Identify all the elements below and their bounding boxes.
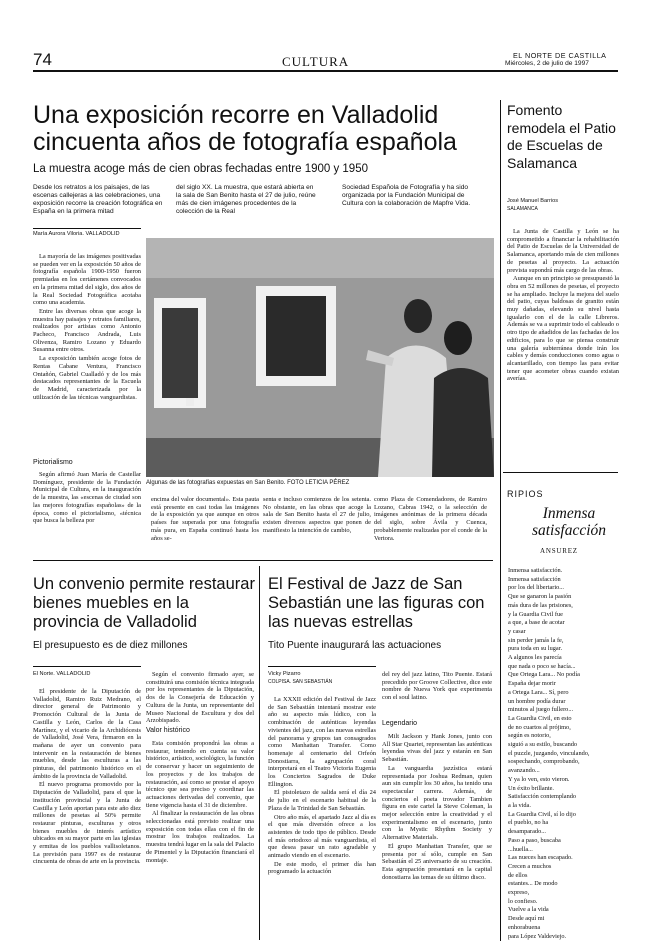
verse-line: y la Guardia Civil fue <box>508 610 563 618</box>
verse-line: enhorabuena <box>508 923 541 931</box>
paragraph: Al finalizar la restauración de las obras seleccionadas está previsto realizar una exposición con todas ellas con el fin de mostrar los trabajos realizados. La muestra tendrá lugar en la sala del Palacio de Pimentel y la Diputación financiará el montaje. <box>146 810 254 864</box>
ripios-verses <box>508 567 620 945</box>
verse-line: Un éxito brillante. <box>508 784 554 792</box>
verse-line: desamparado... <box>508 828 546 836</box>
fomento-headline: Fomento remodela el Patio de Escuelas de Salamanca <box>507 102 616 171</box>
verse-line: sin perder jamás la fe, <box>508 636 564 644</box>
verse-line: de ellos <box>508 871 528 879</box>
page-number: 74 <box>33 50 52 69</box>
convenio-headline: Un convenio permite restaurar bienes muebles en la provincia de Valladolid <box>33 575 255 631</box>
verse-line: Desde aquí mi <box>508 915 545 923</box>
right-column-divider <box>500 100 501 941</box>
paragraph: El nuevo programa promovido por la Diputación de Valladolid, para el que la institución provincial y la Junta de Castilla y León aportan para este año diez millones de pesetas al 50% permite restaurar pinturas, esculturas y otros bienes muebles de interés artístico ubicados en su mayor parte en las iglesias y ermitas de los pueblos vallisoletanos. La previsión para 1997 es de restaurar cincuenta de obras de arte en la provincia. <box>33 781 141 866</box>
verse-line: Y ya lo ven, esto vieron. <box>508 775 570 783</box>
below-photo-col3 <box>374 496 487 556</box>
main-col1-subhead: Pictorialismo <box>33 459 73 466</box>
verse-line: y casar <box>508 627 526 635</box>
convenio-subhead: El presupuesto es de diez millones <box>33 640 188 651</box>
verse-line: el puzzle, juzgando, vinculando, <box>508 749 590 757</box>
below-photo-col1 <box>151 496 259 556</box>
byline-rule <box>33 228 141 229</box>
paragraph: Entre las diversas obras que acoge la muestra hay paisajes y retratos familiares, realizados por artistas como Antonio Pacheco, Francisco Andrada, Luis Olivenza, Ramiro Lozano y Eduardo Susanna entre otros. <box>33 307 141 354</box>
newspaper-name: EL NORTE DE CASTILLA <box>513 51 607 60</box>
verse-line: sospechando, comprobando, <box>508 758 580 766</box>
verse-line: un hombre podía durar <box>508 697 566 705</box>
verse-line: a la vida. <box>508 801 531 809</box>
main-deck-col3: Sociedad Española de Fotografía y ha sido organizada por la Fundación Municipal de Cultura con la colaboración de Mapfre Vida. <box>342 184 471 207</box>
jazz-col1 <box>268 696 376 940</box>
paragraph: Milt Jackson y Hank Jones, junto con All Star Quartet, representan las auténticas leyendas vivas del jazz y estarán en San Sebastián. <box>382 733 492 764</box>
verse-line: que nada o poco se hacía... <box>508 662 576 670</box>
verse-line: A algunos les parecía <box>508 654 562 662</box>
convenio-byline-rule <box>33 666 141 667</box>
paragraph: El grupo Manhattan Transfer, que se presenta por sí sólo, cumple en San Sebastián el 25 aniversario de su creación. Esta agrupación presentará en la capital donostiarra las temas de su último disco. <box>382 842 492 881</box>
convenio-byline: El Norte. VALLADOLID <box>33 671 91 677</box>
verse-line: por los del libertario... <box>508 584 564 592</box>
main-deck-col1: Desde los retratos a los paisajes, de las escenas callejeras a las celebraciones, una exposición recorre la creación fotográfica en España en la primera mitad <box>33 184 163 215</box>
verse-line: de no cuartos al prójimo, <box>508 723 571 731</box>
verse-line: el pueblo, no ha <box>508 819 549 827</box>
verse-line: La Guardia Civil, en esto <box>508 714 572 722</box>
verse-line: avanzando... <box>508 767 540 775</box>
paragraph: Otro año más, el apartado Jazz al día es el que más diversión ofrece a los asistentes de todo tipo de público. Desde el más ortodoxo al más vanguardista, el que desea pasar un rato agradable y animado viendo en el escenario. <box>268 813 376 860</box>
fomento-body <box>507 228 619 460</box>
verse-line: Inmensa satisfacción <box>508 575 561 583</box>
jazz-subhead: Tito Puente inaugurará las actuaciones <box>268 640 442 651</box>
main-headline: Una exposición recorre en Valladolid cincuenta años de fotografía española <box>33 101 457 156</box>
verse-line: según es notorio, <box>508 732 551 740</box>
jazz-col2-subhead: Legendario <box>382 720 418 727</box>
ripios-author: ANSUREZ <box>540 547 578 555</box>
convenio-col2-top <box>146 671 254 725</box>
publication-date: Miércoles, 2 de julio de 1997 <box>505 60 589 67</box>
verse-line: España dejar morir <box>508 680 556 688</box>
jazz-byline: Vicky Pizarro <box>268 671 301 677</box>
convenio-col2-tail <box>146 740 254 940</box>
verse-line: estantes... De modo <box>508 880 558 888</box>
verse-line: a Ortega Lara... Sí, pero <box>508 688 569 696</box>
paragraph: encima del valor documental». Esta pauta está presente en casi todas las imágenes de la exposición ya que aunque en otros países fue superada por una fotografía más pura, en España continuó hasta los años se- <box>151 496 259 542</box>
header-rule <box>33 70 618 72</box>
jazz-col2-top <box>382 671 492 717</box>
verse-line: pura toda en su lugar. <box>508 645 563 653</box>
jazz-col2-tail <box>382 733 492 940</box>
jazz-headline: El Festival de Jazz de San Sebastián une las figuras con las nuevas estrellas <box>268 575 485 631</box>
photo-illustration <box>146 238 494 477</box>
main-byline: María Aurora Viloria. VALLADOLID <box>33 231 120 237</box>
verse-line: expreso, <box>508 889 530 897</box>
verse-line: para López Valdeviejo. <box>508 932 567 940</box>
paragraph: De este modo, el primer día han programado la actuación <box>268 860 376 876</box>
verse-line: Las nueces han escapado. <box>508 854 573 862</box>
main-subhead: La muestra acoge más de cien obras fechadas entre 1900 y 1950 <box>33 163 368 175</box>
verse-line: minutos al juego fullero... <box>508 706 574 714</box>
lower-section-rule <box>33 560 493 561</box>
verse-line: Que se ganaron la pasión <box>508 593 572 601</box>
paragraph: La Junta de Castilla y León se ha comprometido a financiar la rehabilitación del Patio de Escuelas de la Universidad de Salamanca, aportando más de cien millones de pesetas al proyecto. La actuación prevista supondrá más cargo de las obras. <box>507 228 619 274</box>
paragraph: La exposición también acoge fotos de Rentas Cabane Ventura, Francisco Ontañón, Gabriel Cualladó y de los más destacados representantes de la Escuela de Madrid, caracterizada por la utilización de las técnicas vanguardistas. <box>33 355 141 401</box>
section-title: CULTURA <box>282 54 350 69</box>
ripios-title: Inmensa satisfacción <box>531 505 607 539</box>
main-col1-body <box>33 253 141 439</box>
verse-line: Inmensa satisfacción. <box>508 567 563 574</box>
paragraph: senta e incluso comienzos de los setenta. No obstante, en las obras que acoge la sala de San Benito hasta el 27 de julio, existen diversos aspectos que ponen de manifiesto la intención de cambio, <box>263 496 371 534</box>
jazz-location: COLPISA. SAN SEBASTIÁN <box>268 679 333 685</box>
ripios-label: RIPIOS <box>507 489 544 499</box>
exhibition-photo <box>146 238 494 477</box>
convenio-col2-subhead: Valor histórico <box>146 727 190 734</box>
paragraph: La XXXII edición del Festival de Jazz de San Sebastián intentará mostrar este año su aspecto más lúdico, con la combinación de auténticas leyendas vivientes del jazz, con las nuevas estrellas del panorama y grupos tan consagrados como Manhattan Transfer. Como homenaje al centenario del Orfeón Donostiarra, la agrupación coral interpretará en el Teatro Victoria Eugenia los Conciertos Sagrados de Duke Ellington. <box>268 696 376 788</box>
paragraph: El presidente de la Diputación de Valladolid, Ramiro Ruiz Medrano, el director general de Patrimonio y Promoción Cultural de la Junta de Castilla y León, Carlos de la Casa Martínez, y el vicario de la Archidiócesis de Valladolid, José Vera, firmaron en la mañana de ayer un convenio para intervenir en la restauración de bienes muebles, desde las esculturas a las pinturas, del patrimonio histórico en el ámbito de la provincia de Valladolid. <box>33 688 141 780</box>
paragraph: Según afirmó Juan María de Castellar Domínguez, presidente de la Fundación Municipal de Cultura, en la inauguración de la muestra, las «escenas de ciudad son las mejores fotografías españolas» de la época, como el pictorialismo, «técnica que busca la belleza por <box>33 471 141 525</box>
below-photo-col2 <box>263 496 371 556</box>
paragraph: como Plaza de Comendadores, de Ramiro Lozano, Cabras 1942, o la selección de imágenes anónimas de la primera década del siglo, sobre Ávila y Cuenca, probablemente realizadas por el conde de la Vertora. <box>374 496 487 542</box>
photo-caption: Algunas de las fotografías expuestas en San Benito. FOTO LETICIA PÉREZ <box>146 480 350 486</box>
main-col1-tail <box>33 471 141 551</box>
verse-line: Paso a paso, buscaba <box>508 836 561 844</box>
fomento-location: SALAMANCA <box>507 206 538 212</box>
verse-line: Satisfacción contemplando <box>508 793 577 801</box>
verse-line: Crecen a muchos <box>508 862 552 870</box>
ripios-rule <box>503 472 618 473</box>
verse-line: siguió a su estilo, buscando <box>508 741 578 749</box>
paragraph: La mayoría de las imágenes positivadas se pueden ver en la exposición 50 años de fotografía española 1900-1950 fueron premiadas en los certámenes convocados en la primera mitad del siglo, dos años de la Real Sociedad Fotográfica acotaba como una academia. <box>33 253 141 307</box>
jazz-byline-rule <box>268 666 376 667</box>
verse-line: ...huella... <box>508 845 533 853</box>
paragraph: El pistoletazo de salida será el día 24 de julio en el escenario habitual de la Plaza de la Trinidad de San Sebastián. <box>268 789 376 812</box>
verse-line: más dura de las prisiones, <box>508 601 573 609</box>
verse-line: lo confieso. <box>508 897 538 905</box>
paragraph: Según el convenio firmado ayer, se constituirá una comisión técnica integrada por los representantes de la Diputación, dos de la Consejería de Educación y Cultura de la Junta, un representante del Museo Nacional de Escultura y dos del Arzobispado. <box>146 671 254 725</box>
verse-line: a que, a base de acotar <box>508 619 565 627</box>
paragraph: del rey del jazz latino, Tito Puente. Estará precedido por Groove Collective, dice este nombre de Nueva York que experimenta con el soul latino. <box>382 671 492 702</box>
main-deck-col2: del siglo XX. La muestra, que estará abierta en la sala de San Benito hasta el 27 de julio, reúne más de cien imágenes procedentes de la colección de la Real <box>176 184 316 215</box>
verse-line: Que Ortega Lara... No podía <box>508 671 580 679</box>
convenio-col1 <box>33 688 141 940</box>
paragraph: Esta comisión propondrá las obras a restaurar, teniendo en cuenta su valor histórico, artístico, sociológico, la función de conservar y hacer un seguimiento de los proyectos y de los trabajos de restauración, así como se prestar el apoyo técnico que sea preciso y coordinar las actuaciones derivadas del convenio, que tiene vigencia hasta el 31 de diciembre. <box>146 740 254 809</box>
lower-stories-divider <box>259 566 260 940</box>
fomento-byline: José Manuel Barrios <box>507 198 558 204</box>
verse-line: Vuelve a la vida <box>508 906 549 914</box>
paragraph: La vanguardia jazzística estará representada por Joshua Redman, quien aun sin cumplir los 30 años, ha tenido una espectacular carrera. Además, de conciertos el poeta trovador Tambien figura en este cartel la Steve Coleman, la mejor selección entre la creatividad y el experimentalismo en el escenario, junto con la Mystic Rhythm Society y Alternative Materials. <box>382 764 492 842</box>
paragraph: Aunque en un principio se presupuestó la obra en 52 millones de pesetas, el proyecto se ha ampliado. Incluye la mejora del suelo del patio, cuyas baldosas de granito están muy dañadas, elevando su nivel hasta igualarlo con el de la calle Libreros. Además se va a suprimir todo el cableado o otro tipo de añadidos de las fachadas de los edificios, para lo que se piensa construir una galería subterránea donde irán los cables y demás conducciones como agua o alcantarillado, con tiempo las para evitar tener que acometer obras cuando existan averías. <box>507 275 619 383</box>
verse-line: La Guardia Civil, sí lo dijo <box>508 810 576 818</box>
